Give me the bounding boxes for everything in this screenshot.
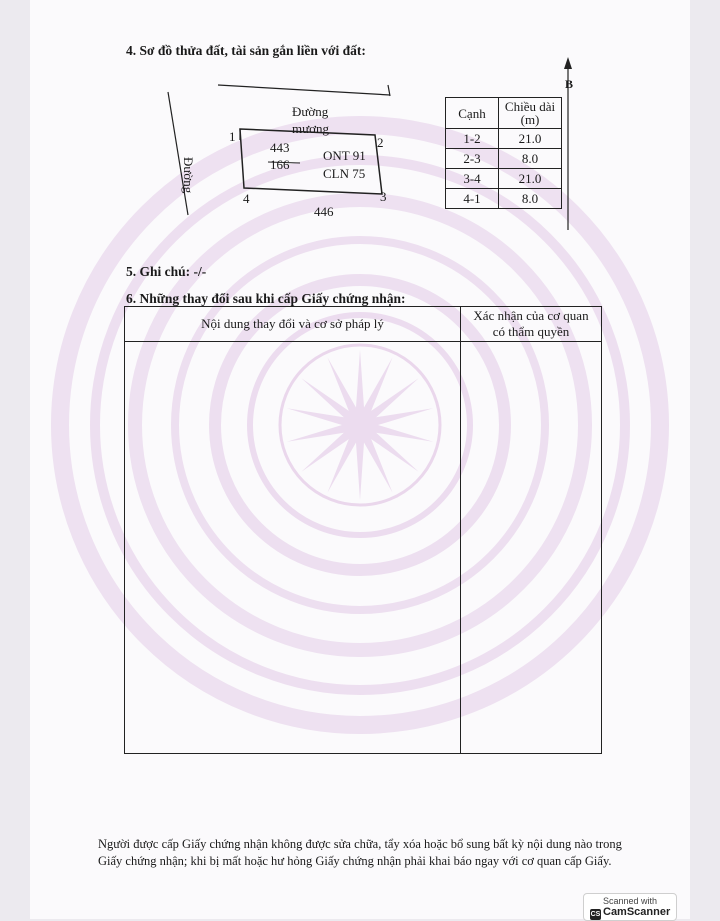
vertex-3: 3 — [380, 189, 387, 204]
vertex-2: 2 — [377, 135, 384, 150]
camscanner-brand: CS CamScanner — [590, 906, 671, 918]
vertex-1: 1 — [229, 129, 236, 144]
section-5-title: 5. Ghi chú: -/- — [126, 264, 207, 279]
camscanner-watermark — [583, 893, 677, 921]
table-row: 4-1 8.0 — [446, 189, 562, 209]
header-divider — [125, 341, 601, 342]
changes-table — [124, 306, 602, 754]
table-row: 1-2 21.0 — [446, 129, 562, 149]
footer-note — [98, 836, 658, 870]
dimension-table — [445, 97, 562, 209]
vertex-4: 4 — [243, 191, 250, 206]
authority-confirmation-header: Xác nhận của cơ quan có thẩm quyền — [473, 308, 589, 339]
road-top-label: Đường — [292, 104, 329, 119]
changes-content-header: Nội dung thay đổi và cơ sở pháp lý — [201, 316, 384, 331]
land-use-cln: CLN 75 — [323, 166, 366, 181]
header-length: Chiều dài (m) — [499, 98, 562, 129]
parcel-number: 443 — [270, 140, 290, 155]
footer-line-1: Người được cấp Giấy chứng nhận không được sửa chữa, tẩy xóa hoặc bổ sung bất kỳ nội dung nào trong — [98, 837, 622, 851]
parcel-area: 166 — [270, 157, 290, 172]
road-left-label: Đường — [181, 157, 196, 194]
column-divider — [460, 307, 461, 753]
table-row: 2-3 8.0 — [446, 149, 562, 169]
table-row: 3-4 21.0 — [446, 169, 562, 189]
camscanner-logo-icon: CS — [590, 911, 601, 918]
footer-line-2: Giấy chứng nhận; khi bị mất hoặc hư hỏng Giấy chứng nhận phải khai báo ngay với cơ quan cấp Giấy. — [98, 854, 612, 868]
neighbor-parcel: 446 — [314, 204, 334, 219]
canal-label: mương — [292, 121, 330, 136]
header-edge: Cạnh — [446, 98, 499, 129]
scanned-with-label: Scanned with — [602, 896, 658, 906]
north-label: B — [565, 77, 574, 91]
section-4-title: 4. Sơ đồ thửa đất, tài sản gắn liền với đất: — [126, 43, 366, 58]
land-use-ont: ONT 91 — [323, 148, 366, 163]
section-6-title: 6. Những thay đổi sau khi cấp Giấy chứng nhận: — [126, 291, 406, 306]
